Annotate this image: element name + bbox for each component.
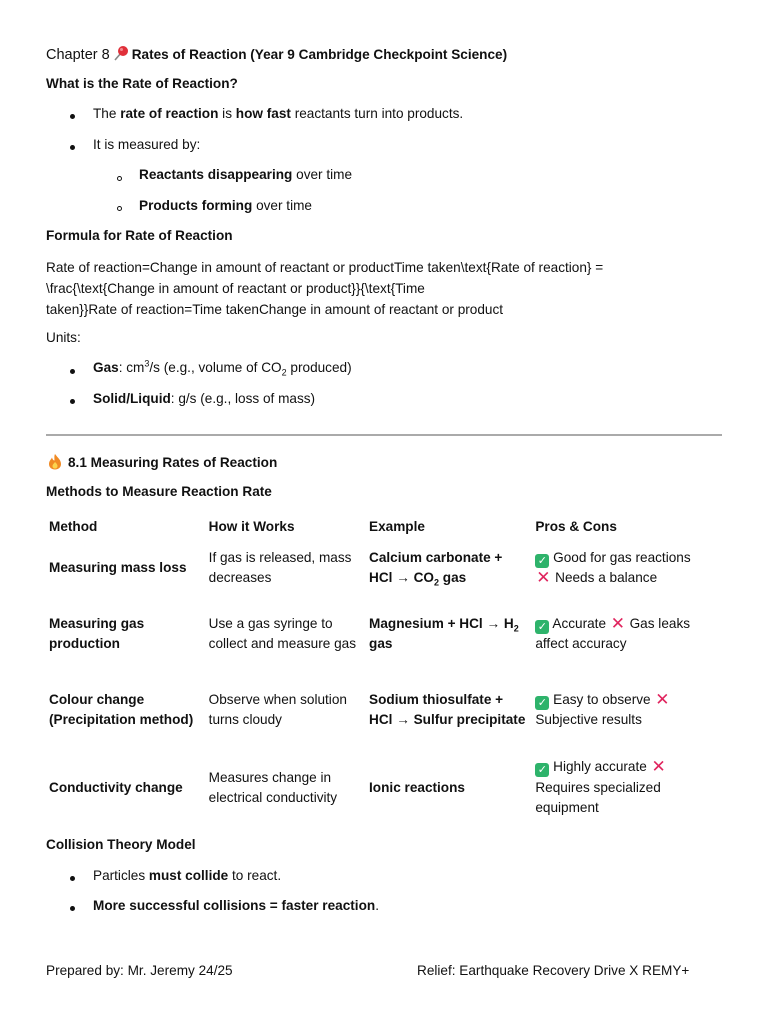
column-header: How it Works xyxy=(208,518,295,534)
table-row xyxy=(46,672,726,748)
text: : cm xyxy=(118,360,145,375)
pro-text: Good for gas reactions xyxy=(553,549,691,565)
formula-line: Rate of reaction=Change in amount of reactant or productTime taken\text{Rate of reaction} = xyxy=(46,260,604,275)
formula-line: taken}}Rate of reaction=Time takenChange in amount of reactant or product xyxy=(46,302,504,317)
formula-text xyxy=(46,257,726,320)
check-box-icon: ✓ xyxy=(535,763,549,777)
example-cell xyxy=(366,596,532,672)
text: reactants turn into products. xyxy=(290,106,464,121)
methods-subheading: Methods to Measure Reaction Rate xyxy=(46,484,272,499)
text: over time xyxy=(292,167,353,182)
text: to react. xyxy=(228,868,282,883)
rate-of-reaction-term: rate of reaction xyxy=(120,106,219,121)
chapter-title xyxy=(46,45,507,63)
bullet-dot xyxy=(70,369,75,374)
how-cell: Measures change in electrical conductivity xyxy=(208,769,338,805)
reactants-disappearing-term: Reactants disappearing xyxy=(139,167,293,182)
text: : g/s (e.g., loss of mass) xyxy=(170,391,316,406)
formula-heading: Formula for Rate of Reaction xyxy=(46,228,233,243)
text: Magnesium + HCl → H xyxy=(369,615,514,631)
must-collide-term: must collide xyxy=(148,868,229,883)
text: Particles xyxy=(93,868,149,883)
check-box-icon: ✓ xyxy=(535,620,549,634)
con-text: Subjective results xyxy=(535,712,642,727)
measured-by-bullet: It is measured by: xyxy=(93,137,201,152)
horizontal-divider xyxy=(46,434,722,436)
table-header-row xyxy=(46,512,726,540)
text: The xyxy=(93,106,121,121)
bullet-dot xyxy=(70,399,75,404)
units-label: Units: xyxy=(46,330,81,345)
gas-label: Gas xyxy=(93,360,119,375)
cross-mark-icon: ✕ xyxy=(610,613,625,633)
pros-cons-cell xyxy=(532,596,726,672)
sub-bullet-circle xyxy=(117,176,122,181)
check-box-icon: ✓ xyxy=(535,554,549,568)
chapter-topic: Rates of Reaction (Year 9 Cambridge Checkpoint Science) xyxy=(131,47,508,62)
pro-text: Easy to observe xyxy=(553,691,651,707)
fire-icon xyxy=(46,453,64,470)
section-heading xyxy=(46,453,277,470)
collide-bullet xyxy=(93,868,281,883)
successful-collisions-term: More successful collisions = faster reaction xyxy=(93,898,376,913)
text: over time xyxy=(252,198,312,213)
pros-cons-cell xyxy=(532,540,726,596)
check-box-icon: ✓ xyxy=(535,696,549,710)
methods-table xyxy=(46,512,726,828)
how-cell: If gas is released, mass decreases xyxy=(208,549,352,585)
chapter-label: Chapter 8 xyxy=(46,47,110,63)
text: Calcium carbonate + HCl → CO xyxy=(369,549,503,585)
column-header: Method xyxy=(49,518,98,534)
con-text: Gas leaks affect accuracy xyxy=(535,615,691,651)
cross-mark-icon: ✕ xyxy=(536,568,551,587)
how-cell: Use a gas syringe to collect and measure gas xyxy=(208,615,357,651)
text: gas xyxy=(439,570,467,585)
footer-prepared-by: Prepared by: Mr. Jeremy 24/25 xyxy=(46,963,233,978)
superscript: 3 xyxy=(144,358,150,369)
bullet-dot xyxy=(70,114,75,119)
pro-text: Accurate xyxy=(552,615,607,631)
what-is-heading: What is the Rate of Reaction? xyxy=(46,76,238,91)
bullet-dot xyxy=(70,876,75,881)
method-cell: Colour change (Precipitation method) xyxy=(49,691,194,727)
formula-line: \frac{\text{Change in amount of reactant or product}}{\text{Time xyxy=(46,281,425,296)
pros-cons-cell xyxy=(532,672,726,748)
text: gas xyxy=(369,636,393,651)
how-fast-term: how fast xyxy=(235,106,291,121)
text: is xyxy=(218,106,236,121)
bullet-dot xyxy=(70,906,75,911)
text: . xyxy=(375,898,379,913)
example-cell: Ionic reactions xyxy=(369,779,465,795)
con-text: Requires specialized equipment xyxy=(535,779,661,816)
subscript: 2 xyxy=(513,623,519,634)
sub-bullet-circle xyxy=(117,206,122,211)
products-forming-term: Products forming xyxy=(139,198,253,213)
table-row xyxy=(46,540,726,596)
collision-heading: Collision Theory Model xyxy=(46,837,196,852)
example-cell: Sodium thiosulfate + HCl → Sulfur precipitate xyxy=(369,691,526,727)
pros-cons-cell xyxy=(532,748,726,828)
method-cell: Measuring mass loss xyxy=(49,559,187,575)
cross-mark-icon: ✕ xyxy=(655,689,670,709)
successful-collisions-bullet xyxy=(93,898,379,913)
bullet-dot xyxy=(70,145,75,150)
how-cell: Observe when solution turns cloudy xyxy=(208,691,347,727)
definition-bullet xyxy=(93,106,463,121)
subscript: 2 xyxy=(281,367,287,378)
products-sub-bullet xyxy=(139,198,312,213)
column-header: Example xyxy=(369,518,425,534)
pushpin-icon xyxy=(112,45,130,61)
method-cell: Measuring gas production xyxy=(49,615,145,651)
table-row xyxy=(46,596,726,672)
footer-relief: Relief: Earthquake Recovery Drive X REMY+ xyxy=(417,963,690,978)
pro-text: Highly accurate xyxy=(553,759,647,775)
column-header: Pros & Cons xyxy=(535,518,617,534)
solid-liquid-label: Solid/Liquid xyxy=(93,391,171,406)
example-cell xyxy=(366,540,532,596)
reactants-sub-bullet xyxy=(139,167,352,182)
table-row xyxy=(46,748,726,828)
section-title: 8.1 Measuring Rates of Reaction xyxy=(68,455,278,470)
cross-mark-icon: ✕ xyxy=(651,757,666,777)
text: produced) xyxy=(286,360,352,375)
method-cell: Conductivity change xyxy=(49,779,183,795)
subscript: 2 xyxy=(433,577,439,588)
con-text: Needs a balance xyxy=(555,570,658,585)
text: /s (e.g., volume of CO xyxy=(149,360,282,375)
solid-units-bullet xyxy=(93,391,315,406)
gas-units-bullet xyxy=(93,358,352,378)
